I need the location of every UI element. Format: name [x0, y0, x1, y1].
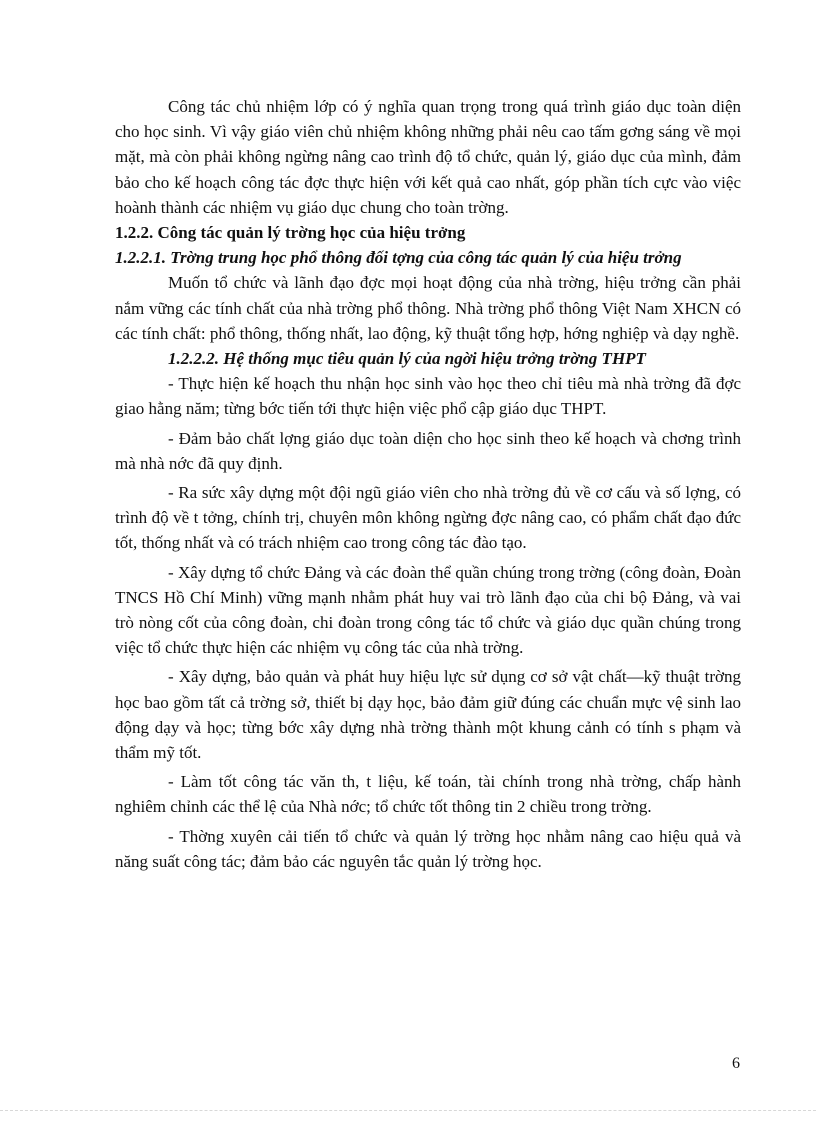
page-bottom-rule — [0, 1110, 816, 1111]
objective-item-4: - Xây dựng tổ chức Đảng và các đoàn thể quần chúng trong trờng (công đoàn, Đoàn TNCS Hồ Chí Minh) vững mạnh nhằm phát huy vai trò lãnh đạo của chi bộ Đảng, và vai trò nòng cốt của công đoàn, chi đoàn trong công tác tổ chức và giáo dục quần chúng trong việc tổ chức thực hiện các nhiệm vụ công tác của nhà trờng. — [115, 562, 741, 658]
document-body — [115, 94, 741, 874]
objective-item-1: - Thực hiện kế hoạch thu nhận học sinh vào học theo chỉ tiêu mà nhà trờng đã đợc giao hằng năm; từng bớc tiến tới thực hiện việc phổ cập giáo dục THPT. — [115, 374, 741, 419]
intro-paragraph: Công tác chủ nhiệm lớp có ý nghĩa quan trọng trong quá trình giáo dục toàn diện cho học sinh. Vì vậy giáo viên chủ nhiệm không những phải nêu cao tấm gơng sáng về mọi mặt, mà còn phải không ngừng nâng cao trình độ tổ chức, quản lý, giáo dục của mình, đảm bảo cho kế hoạch công tác đợc thực hiện với kết quả cao nhất, góp phần tích cực vào việc hoành thành các nhiệm vụ giáo dục chung cho toàn trờng. — [115, 97, 741, 217]
heading-1-2-2-1: 1.2.2.1. Trờng trung học phổ thông đối tợng của công tác quản lý của hiệu trởng — [115, 248, 682, 268]
objective-item-2: - Đảm bảo chất lợng giáo dục toàn diện cho học sinh theo kế hoạch và chơng trình mà nhà nớc đã quy định. — [115, 428, 741, 473]
objective-item-7: - Thờng xuyên cải tiến tổ chức và quản lý trờng học nhằm nâng cao hiệu quả và năng suất công tác; đảm bảo các nguyên tắc quản lý trờng học. — [115, 826, 741, 871]
heading-1-2-2: 1.2.2. Công tác quản lý trờng học của hiệu trởng — [115, 223, 466, 243]
page-number: 6 — [732, 1055, 740, 1072]
objective-item-5: - Xây dựng, bảo quản và phát huy hiệu lực sử dụng cơ sở vật chất—kỹ thuật trờng học bao gồm tất cả trờng sở, thiết bị dạy học, bảo đảm giữ đúng các chuẩn mực vệ sinh lao động dạy và học; từng bớc xây dựng nhà trờng thành một khung cảnh có tính s phạm và thẩm mỹ tốt. — [115, 667, 741, 763]
objective-item-3: - Ra sức xây dựng một đội ngũ giáo viên cho nhà trờng đủ về cơ cấu và số lợng, có trình độ về t tởng, chính trị, chuyên môn không ngừng đợc nâng cao, có phẩm chất đạo đức tốt, thống nhất và có trách nhiệm cao trong công tác đào tạo. — [115, 483, 741, 553]
objective-item-6: - Làm tốt công tác văn th, t liệu, kế toán, tài chính trong nhà trờng, chấp hành nghiêm chỉnh các thể lệ của Nhà nớc; tổ chức tốt thông tin 2 chiều trong trờng. — [115, 772, 741, 817]
heading-1-2-2-2: 1.2.2.2. Hệ thống mục tiêu quản lý của ngời hiệu trởng trờng THPT — [168, 349, 646, 369]
school-properties-paragraph: Muốn tổ chức và lãnh đạo đợc mọi hoạt động của nhà trờng, hiệu trởng cần phải nắm vững các tính chất của nhà trờng phổ thông. Nhà trờng phổ thông Việt Nam XHCN có các tính chất: phổ thông, thống nhất, lao động, kỹ thuật tổng hợp, hớng nghiệp và dạy nghề. — [115, 273, 741, 343]
